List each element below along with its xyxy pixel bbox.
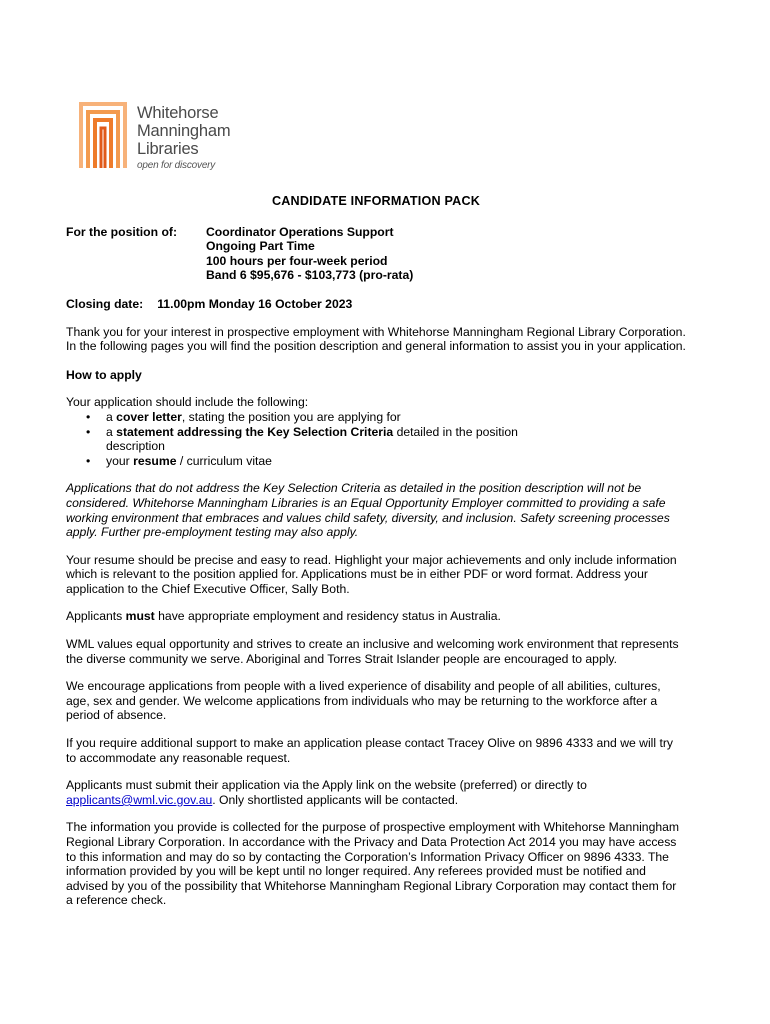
list-item [86,425,576,454]
paragraph-bold: must [125,609,155,624]
logo-tagline: open for discovery [137,160,216,171]
position-salary: Band 6 $95,676 - $103,773 (pro-rata) [206,268,414,283]
submission-paragraph [66,778,686,807]
paragraph-text: Applicants [66,609,126,624]
closing-date [66,297,686,312]
support-paragraph: If you require additional support to make an application please contact Tracey Olive on 9896 4333 and we will try to accommodate any reasonable request. [66,736,674,765]
logo-line-2: Manningham [137,122,231,140]
paragraph-text: . Only shortlisted applicants will be contacted. [212,792,459,807]
logo-line-1: Whitehorse [137,104,219,122]
intro-paragraph: Thank you for your interest in prospective employment with Whitehorse Manningham Regional Library Corporation. In the following pages you will find the position description and general information to assist you in your application. [66,324,686,354]
residency-paragraph [66,609,686,624]
position-hours: 100 hours per four-week period [206,253,388,268]
document-body [66,194,686,908]
application-checklist [66,410,686,468]
logo-line-3: Libraries [137,140,199,158]
closing-date-value: 11.00pm Monday 16 October 2023 [157,296,353,311]
library-logo-icon [79,102,127,168]
position-employment-type: Ongoing Part Time [206,239,315,254]
position-details [206,225,413,283]
how-to-apply-heading: How to apply [66,367,142,382]
list-item-bold: statement addressing the Key Selection Criteria [116,424,394,439]
position-title: Coordinator Operations Support [206,224,394,239]
list-item-text: / curriculum vitae [176,453,272,468]
privacy-paragraph: The information you provide is collected for the purpose of prospective employment with Whitehorse Manningham Regional Library Corporation. In accordance with the Privacy and Data Protection Act 2014 you may have access to this information and may do so by contacting the Corporation’s Information Privacy Officer on 9896 4333. The information provided by you will be kept until no longer required. Any referees provided must be notified and advised by you of the possibility that Whitehorse Manningham Regional Library Corporation may contact them for a reference check. [66,820,680,908]
paragraph-text: have appropriate employment and residency status in Australia. [154,609,501,624]
eeo-notice: Applications that do not address the Key Selection Criteria as detailed in the position description will not be considered. Whitehorse Manningham Libraries is an Equal Opportunity Employer committed to providing a safe working environment that embraces and values child safety, diversity, and inclusion. Safety screening processes apply. Further pre-employment testing may also apply. [66,481,670,540]
library-logo [79,98,279,178]
list-item [86,454,686,469]
position-label: For the position of: [66,224,178,239]
list-item [86,410,686,425]
list-item-text: your [106,453,134,468]
list-item-text: a [106,409,117,424]
list-item-text: a [106,424,117,439]
page-title: CANDIDATE INFORMATION PACK [271,194,481,208]
application-lead: Your application should include the following: [66,395,309,410]
paragraph-text: Applicants must submit their application via the Apply link on the website (preferred) or directly to [66,778,587,793]
list-item-text: detailed in the position description [106,424,518,454]
inclusion-paragraph: We encourage applications from people with a lived experience of disability and people of all abilities, cultures, age, sex and gender. We welcome applications from individuals who may be returning to the workforce after a period of absence. [66,679,661,723]
list-item-text: , stating the position you are applying for [181,409,401,424]
applicants-email-link[interactable]: applicants@wml.vic.gov.au [66,792,213,807]
list-item-bold: cover letter [116,409,182,424]
list-item-bold: resume [133,453,177,468]
equal-opportunity-paragraph: WML values equal opportunity and strives to create an inclusive and welcoming work environment that represents the diverse community we serve. Aboriginal and Torres Strait Islander people are encouraged to apply. [66,637,679,666]
library-logo-wordmark [137,104,230,158]
closing-date-label: Closing date: [66,296,144,311]
position-block [66,225,686,283]
resume-paragraph: Your resume should be precise and easy to read. Highlight your major achievements and only include information which is relevant to the position applied for. Applications must be in either PDF or word format. Address your application to the Chief Executive Officer, Sally Both. [66,552,677,596]
